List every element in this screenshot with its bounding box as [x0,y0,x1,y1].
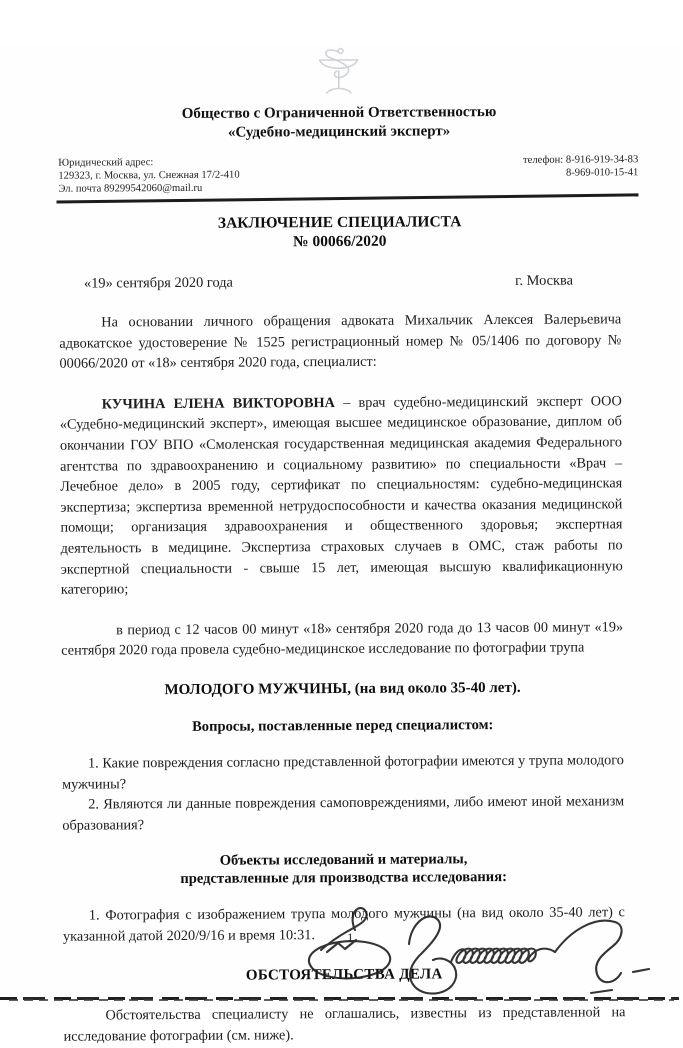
expert-description: – врач судебно-медицинский эксперт ООО «Судебно-медицинский эксперт», имеющая высшее медицинское образование, диплом об окончании ГОУ ВПО «Смоленская государственная медицинская академия Федерального агентства по здравоохранению и социальному развитию» по специальности «Врач – Лечебное дело» в 2005 году, сертификат по специальностям: судебно-медицинская экспертиза; экспертиза временной нетрудоспособности и качества оказания медицинской помощи; организация здравоохранения и общественного здоровья; экспертная деятельность в медицине. Экспертиза страховых случаев в ОМС, стаж работы по экспертной специальности - свыше 15 лет, имеющая высшую квалификационную категорию; [59,393,623,598]
paragraph-basis: На основании личного обращения адвоката Михальчик Алексея Валерьевича адвокатское удостоверение № 1525 регистрационный номер № 05/1406 по договору № 00066/2020 от «18» сентября 2020 года, специалист: [59,311,622,372]
objects-heading-line1: Объекты исследований и материалы, [219,851,468,870]
doc-number: № 00066/2020 [292,232,387,251]
paragraph-period: в период с 12 часов 00 минут «18» сентября 2020 года до 13 часов 00 минут «19» сентября 2020 года провела судебно-медицинское исследование по фотографии трупа [61,618,624,660]
org-name-line2: «Судебно-медицинский эксперт» [227,123,451,141]
org-name-line1: Общество с Ограниченной Ответственностью [181,104,497,122]
dateline [59,272,621,292]
expert-name: КУЧИНА ЕЛЕНА ВИКТОРОВНА [101,394,336,413]
scanned-document-page [0,44,679,1045]
circumstances-text: Обстоятельства специалисту не оглашались, известны из представленной на исследование фотографии (см. ниже). [63,1004,626,1045]
page-number: 1 [347,930,354,945]
circumstances-heading: ОБСТОЯТЕЛЬСТВА ДЕЛА [245,966,443,985]
email-line: Эл. почта 89299542060@mail.ru [58,182,203,195]
question-1: 1. Какие повреждения согласно представленной фотографии имеются у трупа молодого мужчины? [62,752,624,793]
doc-city: г. Москва [515,272,574,289]
scan-edge-artifact [0,997,679,1002]
subject-heading: МОЛОДОГО МУЖЧИНЫ, (на вид около 35-40 лет). [164,679,521,698]
question-2: 2. Являются ли данные повреждения самоповреждениями, либо имеют иной механизм образования? [62,793,625,834]
legal-address-label: Юридический адрес: [58,157,154,169]
questions-heading: Вопросы, поставленные перед специалистом: [192,716,494,735]
object-item-1: 1. Фотография с изображением трупа молодого мужчины (на вид около 35-40 лет) с указанной датой 2020/9/16 и время 10:31. [62,904,625,945]
doc-date: «19» сентября 2020 года [83,274,233,292]
handwritten-signature [293,900,665,1002]
phone-secondary: 8-969-010-15-41 [565,167,639,179]
phone-primary: телефон: 8-916-919-34-83 [522,154,639,166]
doc-title: ЗАКЛЮЧЕНИЕ СПЕЦИАЛИСТА [217,213,462,232]
letterhead [58,153,638,196]
document-content [0,42,683,1048]
paragraph-expert [60,391,623,600]
legal-address: 129323, г. Москва, ул. Снежная 17/2-410 [58,169,240,182]
objects-heading-line2: представленные для производства исследования: [180,869,508,888]
bowl-of-hygieia-icon [304,44,374,100]
